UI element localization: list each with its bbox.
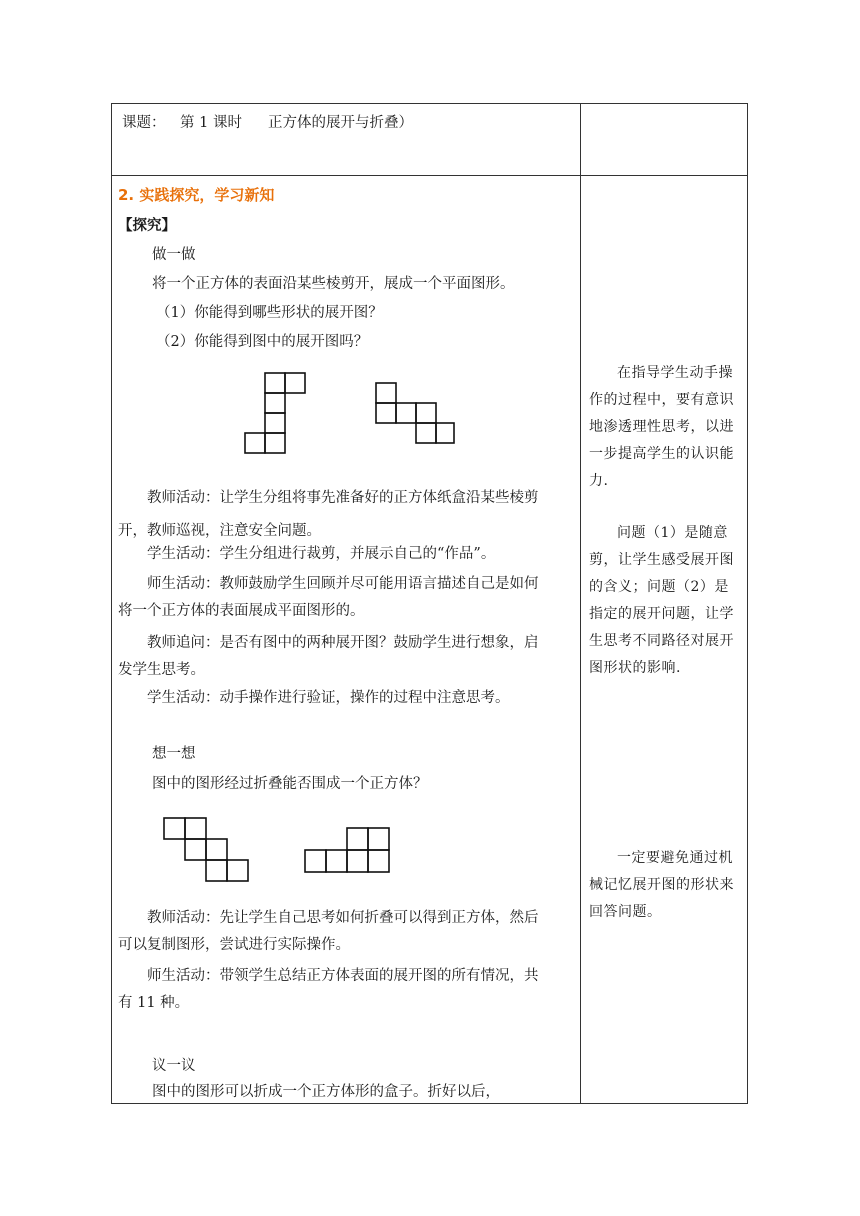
cube-net-figure-1b xyxy=(375,382,455,444)
teacher-activity-1: 教师活动：让学生分组将事先准备好的正方体纸盒沿某些棱剪开，教师巡视，注意安全问题。 xyxy=(118,490,539,539)
teacher-followup: 教师追问：是否有图中的两种展开图？鼓励学生进行想象，启发学生思考。 xyxy=(118,635,539,678)
row-divider xyxy=(112,175,747,176)
lesson-topic: 正方体的展开与折叠） xyxy=(268,115,413,131)
do-intro: 将一个正方体的表面沿某些棱剪开，展成一个平面图形。 xyxy=(152,276,515,292)
question-1: （1）你能得到哪些形状的展开图？ xyxy=(156,305,383,321)
net-figure-2a xyxy=(163,817,251,885)
think-title: 想一想 xyxy=(152,746,196,762)
explore-label: 【探究】 xyxy=(118,217,176,234)
discuss-title: 议一议 xyxy=(152,1058,196,1074)
lesson-number: 第 1 课时 xyxy=(180,115,242,131)
lesson-title-label: 课题： xyxy=(122,115,166,131)
teacher-activity-3: 教师活动：先让学生自己思考如何折叠可以得到正方体，然后可以复制图形，尝试进行实际操作。 xyxy=(118,910,539,953)
note-hands-on: 在指导学生动手操作的过程中，要有意识地渗透理性思考，以进一步提高学生的认识能力. xyxy=(589,365,734,489)
student-activity-1: 学生活动：学生分组进行裁剪，并展示自己的“作品”。 xyxy=(147,546,496,562)
joint-activity-1: 师生活动：教师鼓励学生回顾并尽可能用语言描述自己是如何将一个正方体的表面展成平面图形的。 xyxy=(118,576,539,619)
net-figure-2b xyxy=(303,827,393,875)
cube-net-figure-1a xyxy=(244,372,308,454)
section-heading: 2. 实践探究，学习新知 xyxy=(118,186,275,204)
joint-activity-2: 师生活动：带领学生总结正方体表面的展开图的所有情况，共有 11 种。 xyxy=(118,968,539,1011)
note-questions: 问题（1）是随意剪，让学生感受展开图的含义；问题（2）是指定的展开问题，让学生思考不同路径对展开图形状的影响. xyxy=(589,525,734,676)
note-avoid-memorization: 一定要避免通过机械记忆展开图的形状来回答问题。 xyxy=(589,850,734,920)
do-title: 做一做 xyxy=(152,247,196,263)
discuss-text: 图中的图形可以折成一个正方体形的盒子。折好以后， xyxy=(152,1084,500,1100)
question-2: （2）你能得到图中的展开图吗？ xyxy=(156,334,369,350)
column-divider xyxy=(580,104,581,1103)
student-activity-2: 学生活动：动手操作进行验证，操作的过程中注意思考。 xyxy=(147,690,510,706)
think-question: 图中的图形经过折叠能否围成一个正方体？ xyxy=(152,776,428,792)
